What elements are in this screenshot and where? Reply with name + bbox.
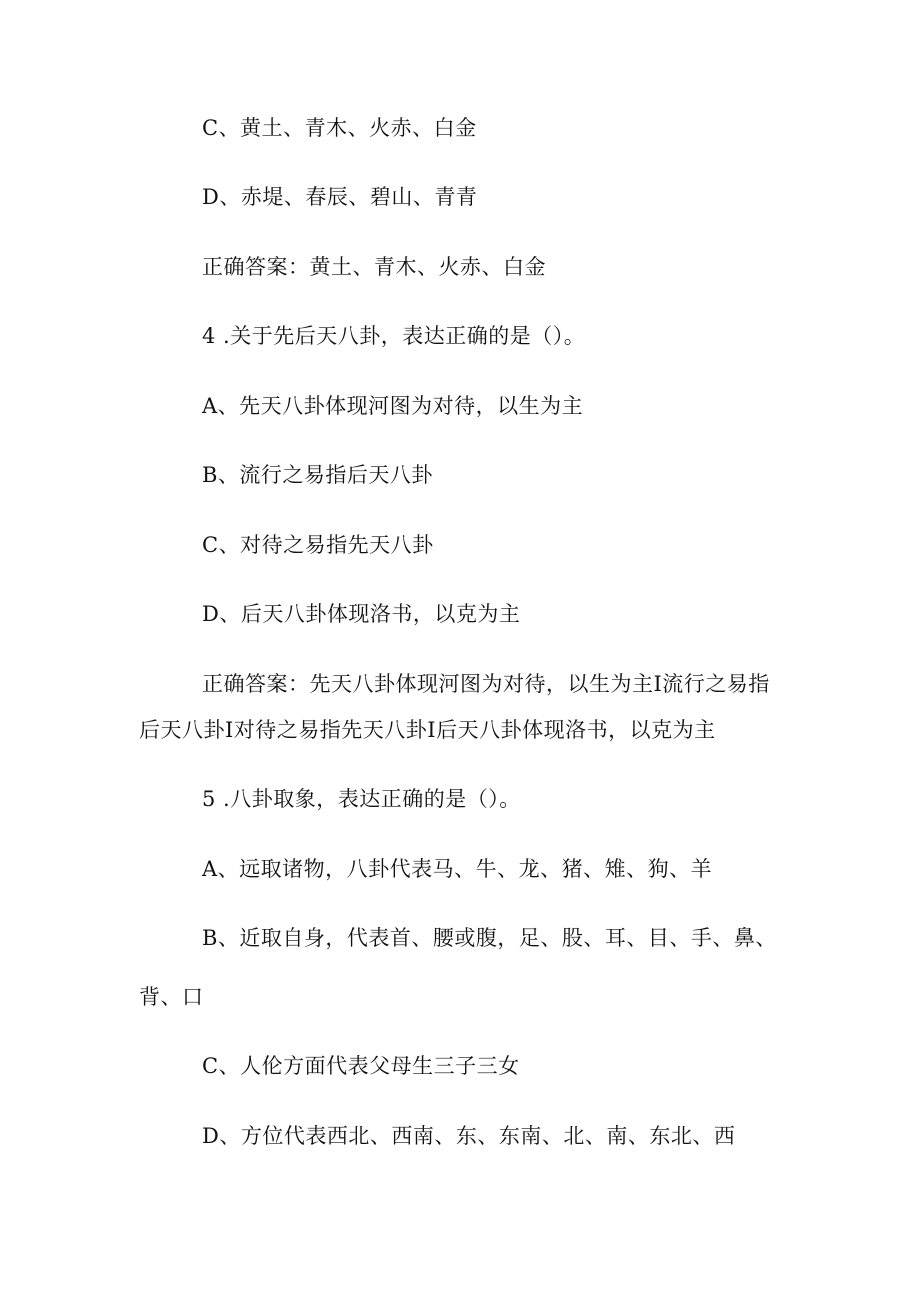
q5-option-b-line1: B、近取自身，代表首、腰或腹，足、股、耳、目、手、鼻、 [202, 926, 777, 950]
q5-option-b-line2: 背、口 [139, 985, 204, 1009]
q5-option-d: D、方位代表西北、西南、东、东南、北、南、东北、西 [202, 1124, 736, 1148]
q5-option-c: C、人伦方面代表父母生三子三女 [202, 1054, 520, 1078]
q4-option-b: B、流行之易指后天八卦 [202, 463, 433, 487]
q5-question: 5 .八卦取象，表达正确的是（）。 [202, 787, 521, 811]
q4-question: 4 .关于先后天八卦，表达正确的是（）。 [202, 324, 586, 348]
q4-option-d: D、后天八卦体现洛书，以克为主 [202, 602, 521, 626]
q3-option-d: D、赤堤、春辰、碧山、青青 [202, 185, 478, 209]
q3-option-c: C、黄土、青木、火赤、白金 [202, 116, 477, 140]
q4-option-c: C、对待之易指先天八卦 [202, 533, 434, 557]
q3-answer: 正确答案：黄土、青木、火赤、白金 [202, 255, 546, 279]
q4-answer-line1: 正确答案：先天八卦体现河图为对待，以生为主I流行之易指 [202, 672, 770, 696]
q4-answer-line2: 后天八卦I对待之易指先天八卦I后天八卦体现洛书，以克为主 [139, 718, 716, 742]
q5-option-a: A、远取诸物，八卦代表马、牛、龙、猪、雉、狗、羊 [202, 857, 713, 881]
q4-option-a: A、先天八卦体现河图为对待，以生为主 [202, 394, 584, 418]
